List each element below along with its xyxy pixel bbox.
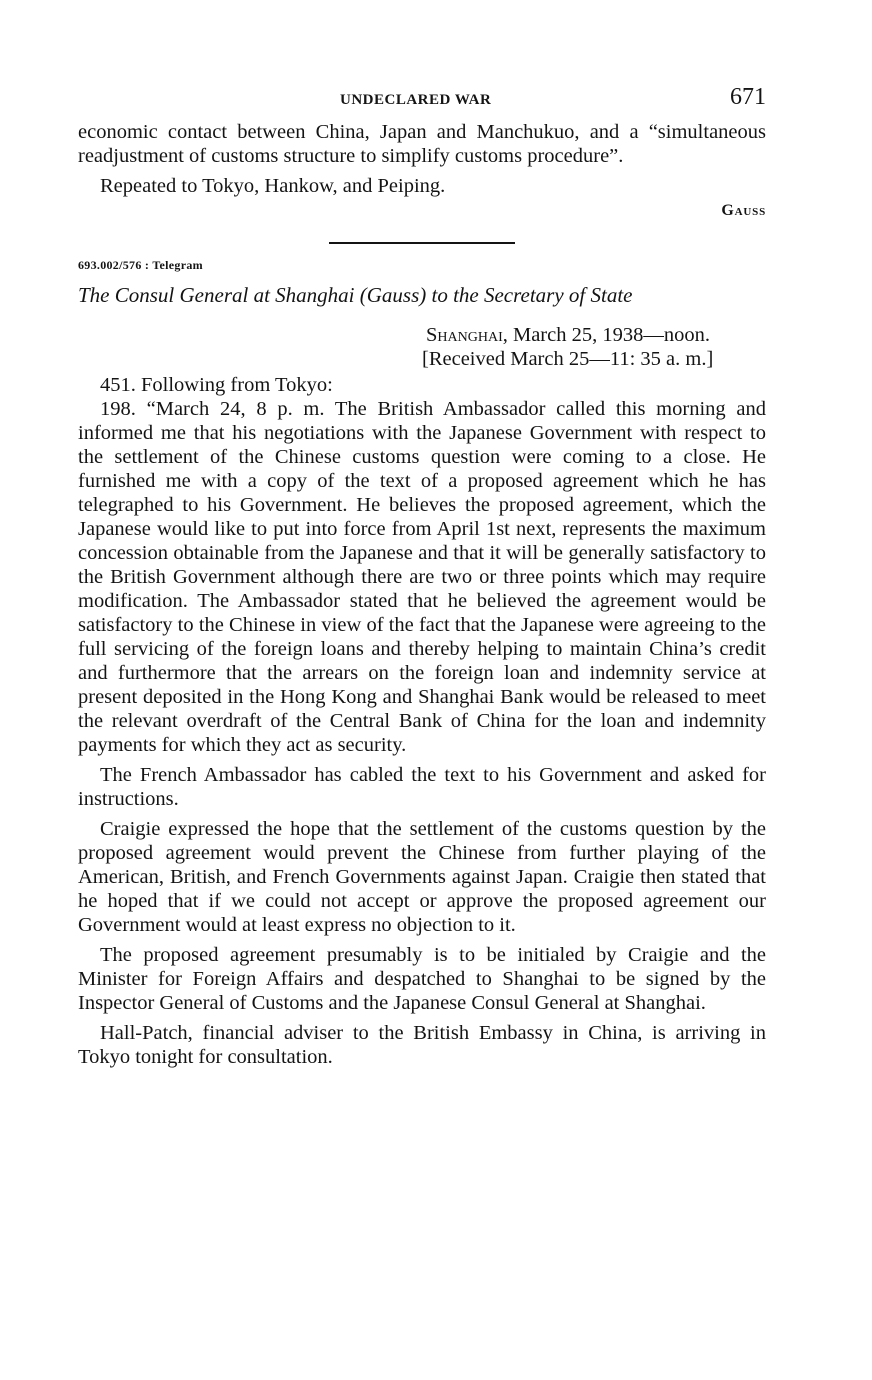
continuation-paragraph: economic contact between China, Japan and Manchukuo, and a “simultaneous readjustment of customs structure to simplify customs procedure”. xyxy=(78,121,766,167)
document-page xyxy=(78,84,766,1069)
dateline-date: March 25, 1938—noon. xyxy=(507,324,710,346)
received-line: [Received March 25—11: 35 a. m.] xyxy=(422,348,714,370)
body-paragraph: Craigie expressed the hope that the settlement of the customs question by the proposed agreement would prevent the Chinese from further playing of the American, British, and French Governments against Japan. Craigie then stated that he hoped that if we could not accept or approve the proposed agreement our Government would at least express no objection to it. xyxy=(78,818,766,936)
body-paragraph: Hall-Patch, financial adviser to the British Embassy in China, is arriving in Tokyo tonight for consultation. xyxy=(78,1022,766,1068)
dateline xyxy=(426,323,766,347)
section-divider xyxy=(329,242,515,244)
telegram-body xyxy=(78,373,766,1069)
signature-gauss: Gauss xyxy=(721,202,766,219)
body-paragraph: 198. “March 24, 8 p. m. The British Ambassador called this morning and informed me that his negotiations with the Japanese Government with respect to the settlement of the Chinese customs question were coming to a close. He furnished me with a copy of the text of a proposed agreement which he has telegraphed to his Government. He believes the proposed agreement, which the Japanese would like to put into force from April 1st next, represents the maximum concession obtainable from the Japanese and that it will be generally satisfactory to the British Government although there are two or three points which may require modification. The Ambassador stated that he believed the agreement would be satisfactory to the Chinese in view of the fact that the Japanese were agreeing to the full servicing of the foreign loans and thereby helping to maintain China’s credit and furthermore that the arrears on the foreign loan and indemnity service at present deposited in the Hong Kong and Shanghai Bank would be released to meet the relevant overdraft of the Central Bank of China for the loan and indemnity payments for which they act as security. xyxy=(78,398,766,756)
repeated-line: Repeated to Tokyo, Hankow, and Peiping. xyxy=(100,175,446,197)
body-paragraph: The French Ambassador has cabled the text to his Government and asked for instructions. xyxy=(78,764,766,810)
page-number: 671 xyxy=(730,84,766,110)
file-reference: 693.002/576 : Telegram xyxy=(78,258,203,272)
page-header xyxy=(78,84,766,120)
dateline-place: Shanghai, xyxy=(426,324,508,346)
body-paragraph: 451. Following from Tokyo: xyxy=(100,374,333,396)
body-paragraph: The proposed agreement presumably is to be initialed by Craigie and the Minister for Foreign Affairs and despatched to Shanghai to be signed by the Inspector General of Customs and the Japanese Consul General at Shanghai. xyxy=(78,944,766,1014)
telegram-heading: The Consul General at Shanghai (Gauss) to the Secretary of State xyxy=(78,283,633,307)
running-title: UNDECLARED WAR xyxy=(340,92,492,108)
